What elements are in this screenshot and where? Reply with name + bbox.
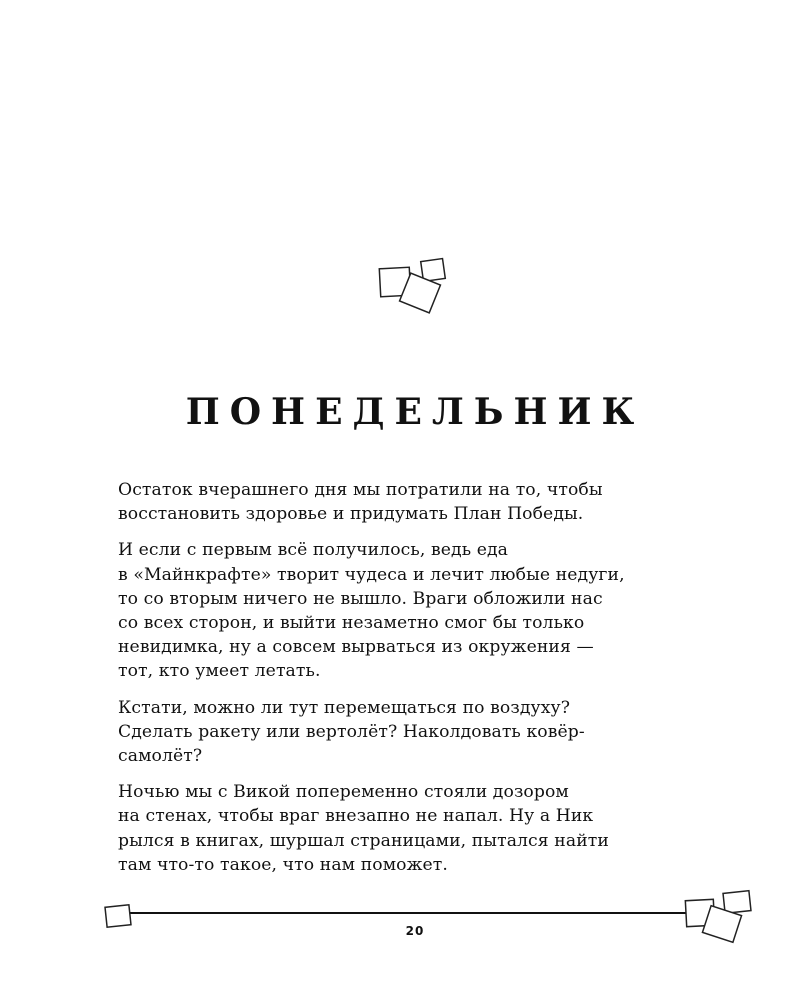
text-line: самолёт? — [118, 746, 203, 767]
text-line: в «Майнкрафте» творит чудеса и лечит любые недуги, — [118, 564, 625, 585]
text-line: со всех сторон, и выйти незаметно смог бы только — [118, 613, 585, 634]
text-line: невидимка, ну а совсем вырваться из окружения — — [118, 637, 594, 658]
text-line: Сделать ракету или вертолёт? Наколдовать ковёр- — [118, 721, 585, 742]
footer-divider — [128, 912, 694, 914]
text-line: на стенах, чтобы враг внезапно не напал. Ну а Ник — [118, 806, 594, 827]
text-line: рылся в книгах, шуршал страницами, пытался найти — [118, 830, 609, 851]
text-line: Ночью мы с Викой попеременно стояли дозором — [118, 782, 569, 803]
chapter-title: ПОНЕДЕЛЬНИК — [185, 391, 645, 433]
text-line: Кстати, можно ли тут перемещаться по воздуху? — [118, 697, 571, 718]
text-line: Остаток вчерашнего дня мы потратили на то, чтобы — [118, 480, 603, 500]
text-line: тот, кто умеет летать. — [118, 661, 321, 682]
text-line: восстановить здоровье и придумать План Победы. — [118, 504, 584, 525]
body-text — [118, 478, 718, 889]
page-number: 20 — [405, 924, 425, 938]
text-line: И если с первым всё получилось, ведь еда — [118, 540, 509, 561]
paragraph — [118, 780, 718, 877]
text-line: там что-то такое, что нам поможет. — [118, 854, 448, 875]
stacked-squares-icon — [374, 256, 454, 316]
paragraph — [118, 478, 718, 526]
paragraph — [118, 696, 718, 769]
text-line: то со вторым ничего не вышло. Враги обложили нас — [118, 588, 603, 609]
paragraph — [118, 538, 718, 683]
